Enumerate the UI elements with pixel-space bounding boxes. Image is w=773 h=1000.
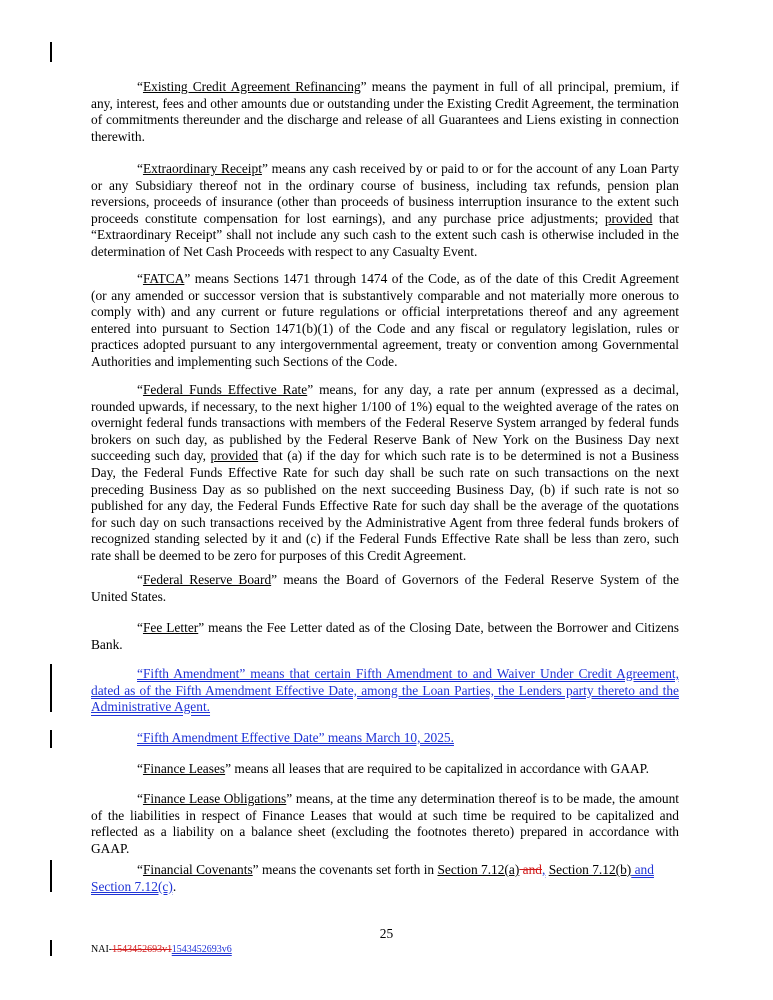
defined-term: Fee Letter: [142, 620, 199, 635]
change-bar-top: [50, 42, 52, 62]
provided-keyword: provided: [604, 210, 653, 226]
provided-keyword: provided: [210, 448, 259, 464]
definition-federal-funds-effective-rate: “Federal Funds Effective Rate” means, for any day, a rate per annum (expressed as a decimal, rounded upwards, if necessary, to the next higher 1/100 of 1%) equal to the weighted average of the rates on overnight federal funds transactions with members of the Federal Reserve System arranged by federal funds brokers on such day, as published by the Federal Reserve Bank of New York on the Business Day next succeeding such day, provided that (a) if the day for which such rate is to be determined is not a Business Day, the Federal Funds Effective Rate for such day shall be such rate on such transactions on the next preceding Business Day as so published on the next succeeding Business Day, (b) if such rate is not so published for any day, the Federal Funds Effective Rate for such day shall be the average of the quotations for such day on such transactions received by the Administrative Agent from three federal funds brokers of recognized standing selected by it and (c) if the Federal Funds Effective Rate shall be less than zero, such rate shall be deemed to be zero for purposes of this Credit Agreement.: [91, 382, 680, 563]
defined-term: Financial Covenants: [142, 862, 253, 877]
change-bar-financial-covenants: [50, 860, 52, 892]
change-bar-fifth-amendment: [50, 664, 52, 712]
definition-fatca: “FATCA” means Sections 1471 through 1474 of the Code, as of the date of this Credit Agreement (or any amended or successor version that is substantively comparable and not materially more onerous to comply with) and any current or future regulations or official interpretations thereof and any agreement entered into pursuant to Section 1471(b)(1) of the Code and any fiscal or regulatory legislation, rules or practices adopted pursuant to any intergovernmental agreement, treaty or convention among Governmental Authorities and implementing such Sections of the Code.: [91, 271, 679, 369]
defined-term: Extraordinary Receipt: [142, 161, 262, 176]
section-reference: Section 7.12(b): [548, 862, 632, 877]
definition-existing-credit-agreement-refinancing: “Existing Credit Agreement Refinancing” means the payment in full of all principal, premium, if any, interest, fees and other amounts due or outstanding under the Existing Credit Agreement, the termination of commitments thereunder and the discharge and release of all Guarantees and Liens existing in connection therewith.: [91, 79, 679, 144]
inserted-text: “Fifth Amendment” means that certain Fifth Amendment to and Waiver Under Credit Agreement, dated as of the Fifth Amendment Effective Date, among the Loan Parties, the Lenders party thereto and the Administrative Agent.: [91, 666, 679, 715]
page-number: 25: [379, 926, 394, 941]
inserted-text: ,: [541, 862, 546, 877]
inserted-section-reference: Section 7.12(c): [91, 878, 173, 894]
section-reference: Section 7.12(a): [437, 862, 520, 877]
inserted-text: “Fifth Amendment Effective Date” means March 10, 2025.: [137, 730, 454, 745]
defined-term: Finance Leases: [142, 761, 226, 776]
defined-term: Federal Funds Effective Rate: [142, 382, 308, 397]
change-bar-footer: [50, 940, 52, 956]
deleted-text: and: [519, 862, 542, 877]
definition-federal-reserve-board: “Federal Reserve Board” means the Board of Governors of the Federal Reserve System of the United States.: [91, 572, 679, 604]
inserted-doc-id: 1543452693v6: [171, 944, 232, 955]
definition-finance-lease-obligations: “Finance Lease Obligations” means, at the time any determination thereof is to be made, the amount of the liabilities in respect of Finance Leases that would at such time be required to be capitalized and reflected as a liability on a balance sheet (excluding the footnotes thereto) prepared in accordance with GAAP.: [91, 791, 679, 856]
definition-finance-leases: “Finance Leases” means all leases that are required to be capitalized in accordance with GAAP.: [137, 761, 649, 776]
defined-term: Existing Credit Agreement Refinancing: [142, 79, 361, 94]
definition-financial-covenants: “Financial Covenants” means the covenants set forth in Section 7.12(a) and, Section 7.12(b) and Section 7.12(c).: [91, 862, 654, 894]
definition-fifth-amendment-effective-date-inserted: [91, 730, 679, 747]
defined-term: Federal Reserve Board: [142, 572, 272, 587]
definition-fifth-amendment-inserted: [91, 666, 679, 716]
deleted-doc-id: 1543452693v1: [112, 944, 172, 955]
inserted-text: and: [631, 862, 654, 877]
document-id-footer: NAI-1543452693v11543452693v6: [91, 944, 232, 955]
defined-term: FATCA: [142, 271, 185, 286]
defined-term: Finance Lease Obligations: [142, 791, 287, 806]
change-bar-fifth-amendment-date: [50, 730, 52, 748]
definition-fee-letter: “Fee Letter” means the Fee Letter dated as of the Closing Date, between the Borrower and Citizens Bank.: [91, 620, 679, 652]
definition-extraordinary-receipt: “Extraordinary Receipt” means any cash received by or paid to or for the account of any Loan Party or any Subsidiary thereof not in the ordinary course of business, including tax refunds, pension plan reversions, proceeds of insurance (other than proceeds of business interruption insurance to the extent such proceeds constitute compensation for lost earnings), and any purchase price adjustments; provided that “Extraordinary Receipt” shall not include any such cash to the extent such cash is otherwise included in the determination of Net Cash Proceeds with respect to any Casualty Event.: [91, 161, 680, 259]
